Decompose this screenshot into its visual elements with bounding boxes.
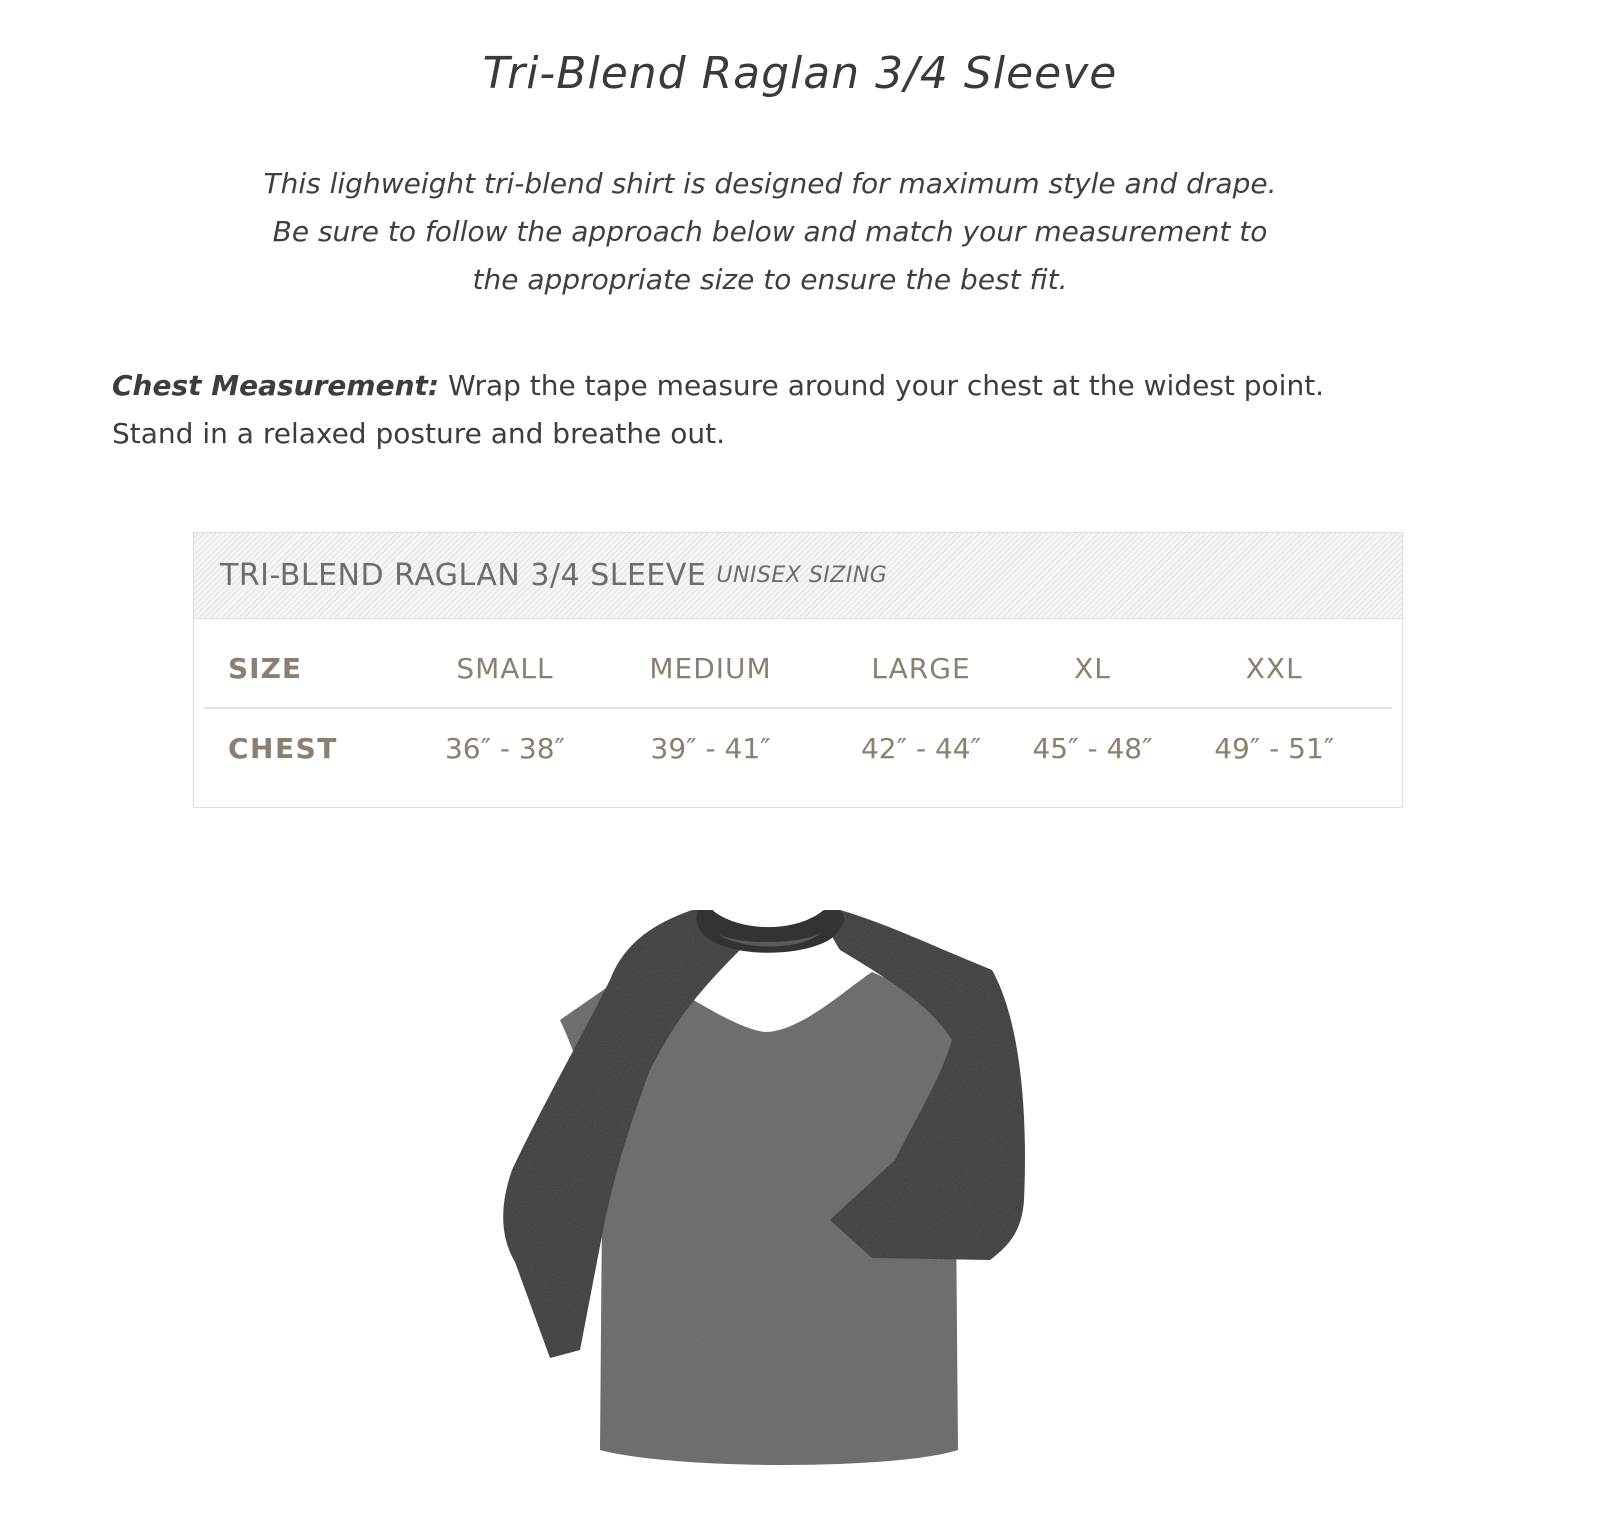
size-cell-small: SMALL — [402, 629, 607, 708]
raglan-shirt-image — [500, 910, 1060, 1470]
product-description — [150, 160, 1390, 304]
size-row — [204, 629, 1392, 708]
size-chart-title: TRI-BLEND RAGLAN 3/4 SLEEVE — [220, 558, 707, 593]
size-cell-xxl: XXL — [1156, 629, 1392, 708]
size-row-label: SIZE — [204, 629, 402, 708]
chest-measurement-text-1: Wrap the tape measure around your chest at the widest point. — [439, 369, 1325, 402]
chest-row — [204, 708, 1392, 787]
chest-cell-xl: 45″ - 48″ — [1032, 731, 1153, 765]
size-chart-header — [194, 533, 1402, 619]
chest-cell-large: 42″ - 44″ — [860, 731, 982, 765]
description-line-2: Be sure to follow the approach below and match your measurement to — [272, 215, 1268, 248]
chest-cell-medium: 39″ - 41″ — [650, 731, 771, 765]
size-cell-large: LARGE — [814, 629, 1029, 708]
description-line-1: This lighweight tri-blend shirt is designed for maximum style and drape. — [263, 167, 1277, 200]
description-line-3: the appropriate size to ensure the best fit. — [472, 263, 1068, 296]
page-title: Tri-Blend Raglan 3/4 Sleeve — [482, 48, 1118, 99]
chest-row-label: CHEST — [228, 731, 338, 765]
size-cell-xl: XL — [1029, 629, 1157, 708]
size-chart — [193, 532, 1403, 808]
size-table — [204, 629, 1392, 787]
chest-measurement-text-2: Stand in a relaxed posture and breathe out. — [112, 417, 725, 450]
size-chart-subtitle: UNISEX SIZING — [716, 563, 888, 588]
shirt-illustration — [500, 910, 1060, 1470]
chest-measurement-note — [112, 362, 1532, 458]
size-cell-medium: MEDIUM — [608, 629, 814, 708]
chest-measurement-label: Chest Measurement: — [112, 369, 440, 402]
chest-cell-xxl: 49″ - 51″ — [1214, 731, 1335, 765]
chest-cell-small: 36″ - 38″ — [444, 731, 566, 765]
